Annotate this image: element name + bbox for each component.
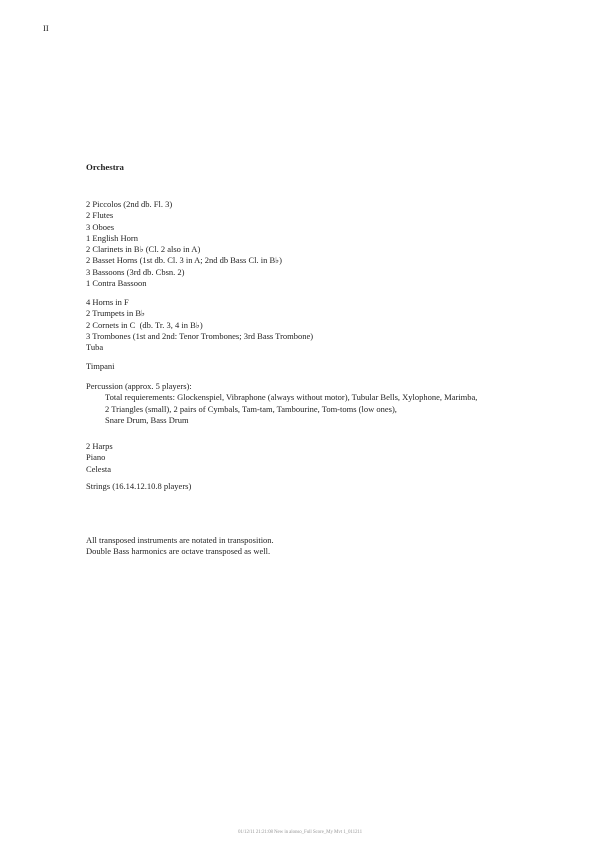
instrument-line-piano: Piano xyxy=(86,452,106,463)
percussion-detail-line: Snare Drum, Bass Drum xyxy=(105,414,189,425)
percussion-detail-line: Total requierements: Glockenspiel, Vibraphone (always without motor), Tubular Bells, Xylophone, Marimba, xyxy=(105,392,478,403)
performance-notes xyxy=(86,535,274,558)
instrument-line-strings: Strings (16.14.12.10.8 players) xyxy=(86,481,192,491)
note-line-double-bass: Double Bass harmonics are octave transposed as well. xyxy=(86,546,271,557)
instrument-line-flutes: 2 Flutes xyxy=(86,210,114,221)
instrument-line-english-horn: 1 English Horn xyxy=(86,232,138,243)
instrument-line-trombones: 3 Trombones (1st and 2nd: Tenor Trombones; 3rd Bass Trombone) xyxy=(86,330,314,341)
orchestra-heading: Orchestra xyxy=(86,162,124,172)
instrument-line-timpani: Timpani xyxy=(86,361,115,371)
instrument-line-piccolos: 2 Piccolos (2nd db. Fl. 3) xyxy=(86,199,173,209)
instrument-line-clarinets: 2 Clarinets in B♭ (Cl. 2 also in A) xyxy=(86,244,201,255)
woodwinds-section xyxy=(86,199,282,289)
instrument-line-basset-horns: 2 Basset Horns (1st db. Cl. 3 in A; 2nd db Bass Cl. in B♭) xyxy=(86,255,282,266)
instrument-line-contra-bassoon: 1 Contra Bassoon xyxy=(86,278,147,289)
footer-file-stamp: 01/12/11 21:21:08 New in alonso_Full Score_My Mvt 1_011211 xyxy=(237,830,363,835)
instrument-line-horns: 4 Horns in F xyxy=(86,297,129,307)
brass-section xyxy=(86,297,313,353)
page-number: II xyxy=(43,23,49,33)
timpani-section xyxy=(86,361,115,372)
instrument-line-harps: 2 Harps xyxy=(86,441,113,451)
note-line-transposition: All transposed instruments are notated in transposition. xyxy=(86,535,274,545)
keyboards-harps-section xyxy=(86,441,113,475)
instrument-line-trumpets: 2 Trumpets in B♭ xyxy=(86,308,146,319)
instrument-line-cornets: 2 Cornets in C (db. Tr. 3, 4 in B♭) xyxy=(86,319,203,330)
percussion-section xyxy=(86,381,477,426)
instrument-line-bassoons: 3 Bassoons (3rd db. Cbsn. 2) xyxy=(86,266,185,277)
strings-section xyxy=(86,481,191,492)
instrument-line-oboes: 3 Oboes xyxy=(86,221,115,232)
instrument-line-celesta: Celesta xyxy=(86,463,112,474)
instrument-line-tuba: Tuba xyxy=(86,342,104,353)
percussion-header: Percussion (approx. 5 players): xyxy=(86,381,192,391)
percussion-detail-line: 2 Triangles (small), 2 pairs of Cymbals, Tam-tam, Tambourine, Tom-toms (low ones), xyxy=(105,403,397,414)
